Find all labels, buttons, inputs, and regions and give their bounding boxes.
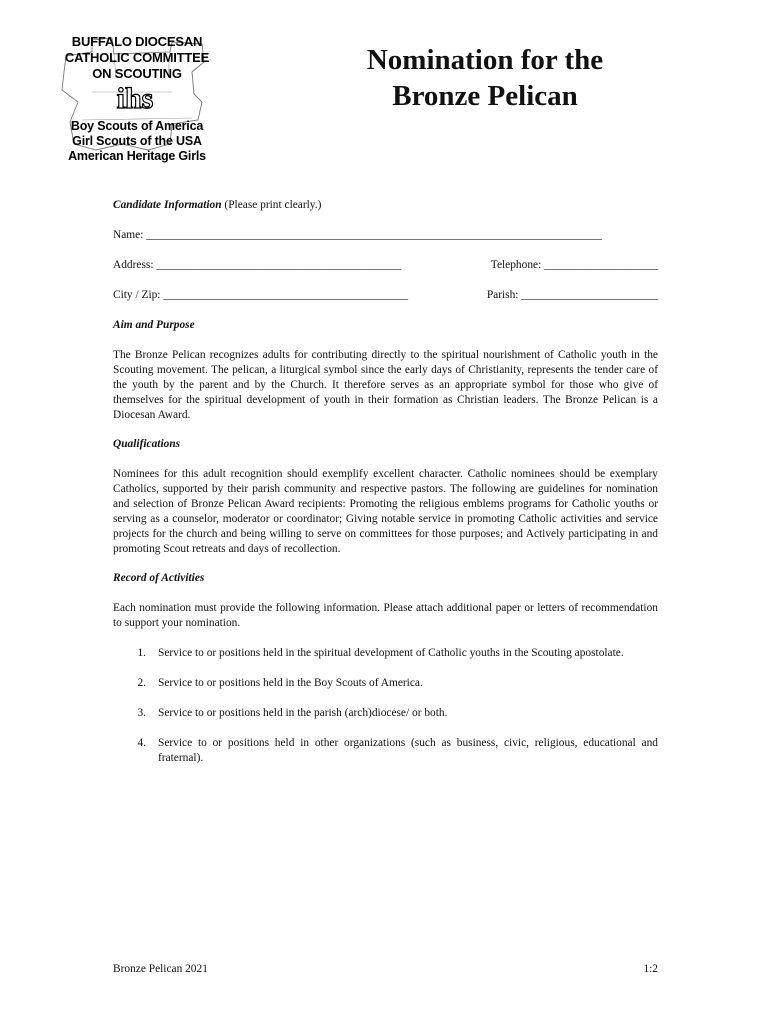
list-item: 4. Service to or positions held in other organizations (such as business, civic, religious, educational and fraternal).: [137, 737, 658, 764]
record-heading: Record of Activities: [113, 572, 205, 584]
activities-list: [113, 646, 658, 766]
list-item: 1. Service to or positions held in the spiritual development of Catholic youths in the Scouting apostolate.: [137, 647, 624, 659]
list-item: 3. Service to or positions held in the parish (arch)diocese/ or both.: [137, 707, 448, 719]
name-field[interactable]: Name: ________________________________________________________________________________: [113, 229, 602, 241]
aim-heading: Aim and Purpose: [113, 319, 195, 331]
qualifications-heading: Qualifications: [113, 438, 181, 450]
parish-field[interactable]: Parish: ________________________: [486, 289, 658, 301]
logo-top-text: BUFFALO DIOCESAN CATHOLIC COMMITTEE ON SCOUTING: [64, 34, 210, 81]
ihs-emblem: ihs: [116, 82, 154, 115]
page-footer: [113, 963, 658, 975]
form-body: [113, 198, 658, 766]
address-field[interactable]: Address: ___________________________________________: [113, 259, 402, 271]
page-number: 1:2: [643, 963, 658, 975]
candidate-heading: Candidate Information (Please print clearly.): [113, 199, 322, 211]
telephone-field[interactable]: Telephone: ____________________: [490, 259, 658, 271]
list-item: 2. Service to or positions held in the Boy Scouts of America.: [137, 677, 423, 689]
page-title: Nomination for the Bronze Pelican: [366, 44, 604, 112]
city-zip-field[interactable]: City / Zip: ___________________________________________: [113, 289, 409, 301]
candidate-note: (Please print clearly.): [221, 199, 322, 211]
committee-logo: [52, 32, 222, 172]
logo-bottom-text: Boy Scouts of America Girl Scouts of the USA American Heritage Girls: [68, 119, 206, 163]
footer-title: Bronze Pelican 2021: [113, 963, 208, 975]
aim-text: The Bronze Pelican recognizes adults for contributing directly to the spiritual nourishment of Catholic youth in the Scouting movement. The pelican, a liturgical symbol since the early days of Christianity, represents the tender care of the youth by the parent and by the Church. It therefore serves as an appropriate symbol for those who give of themselves for the spiritual development of youth in their formation as Christian leaders. The Bronze Pelican is a Diocesan Award.: [113, 349, 658, 421]
qualifications-text: Nominees for this adult recognition should exemplify excellent character. Catholic nominees should be exemplary Catholics, supported by their parish community and respective pastors. The following are guidelines for nomination and selection of Bronze Pelican Award recipients: Promoting the religious emblems programs for Catholic youths or serving as a counselor, moderator or coordinator; Giving notable service in promoting Catholic activities and service projects for the church and being willing to serve on committees for those purposes; and Actively participating in and promoting Scout retreats and days of recollection.: [113, 468, 658, 555]
record-intro: Each nomination must provide the following information. Please attach additional paper or letters of recommendation to support your nomination.: [113, 602, 658, 629]
